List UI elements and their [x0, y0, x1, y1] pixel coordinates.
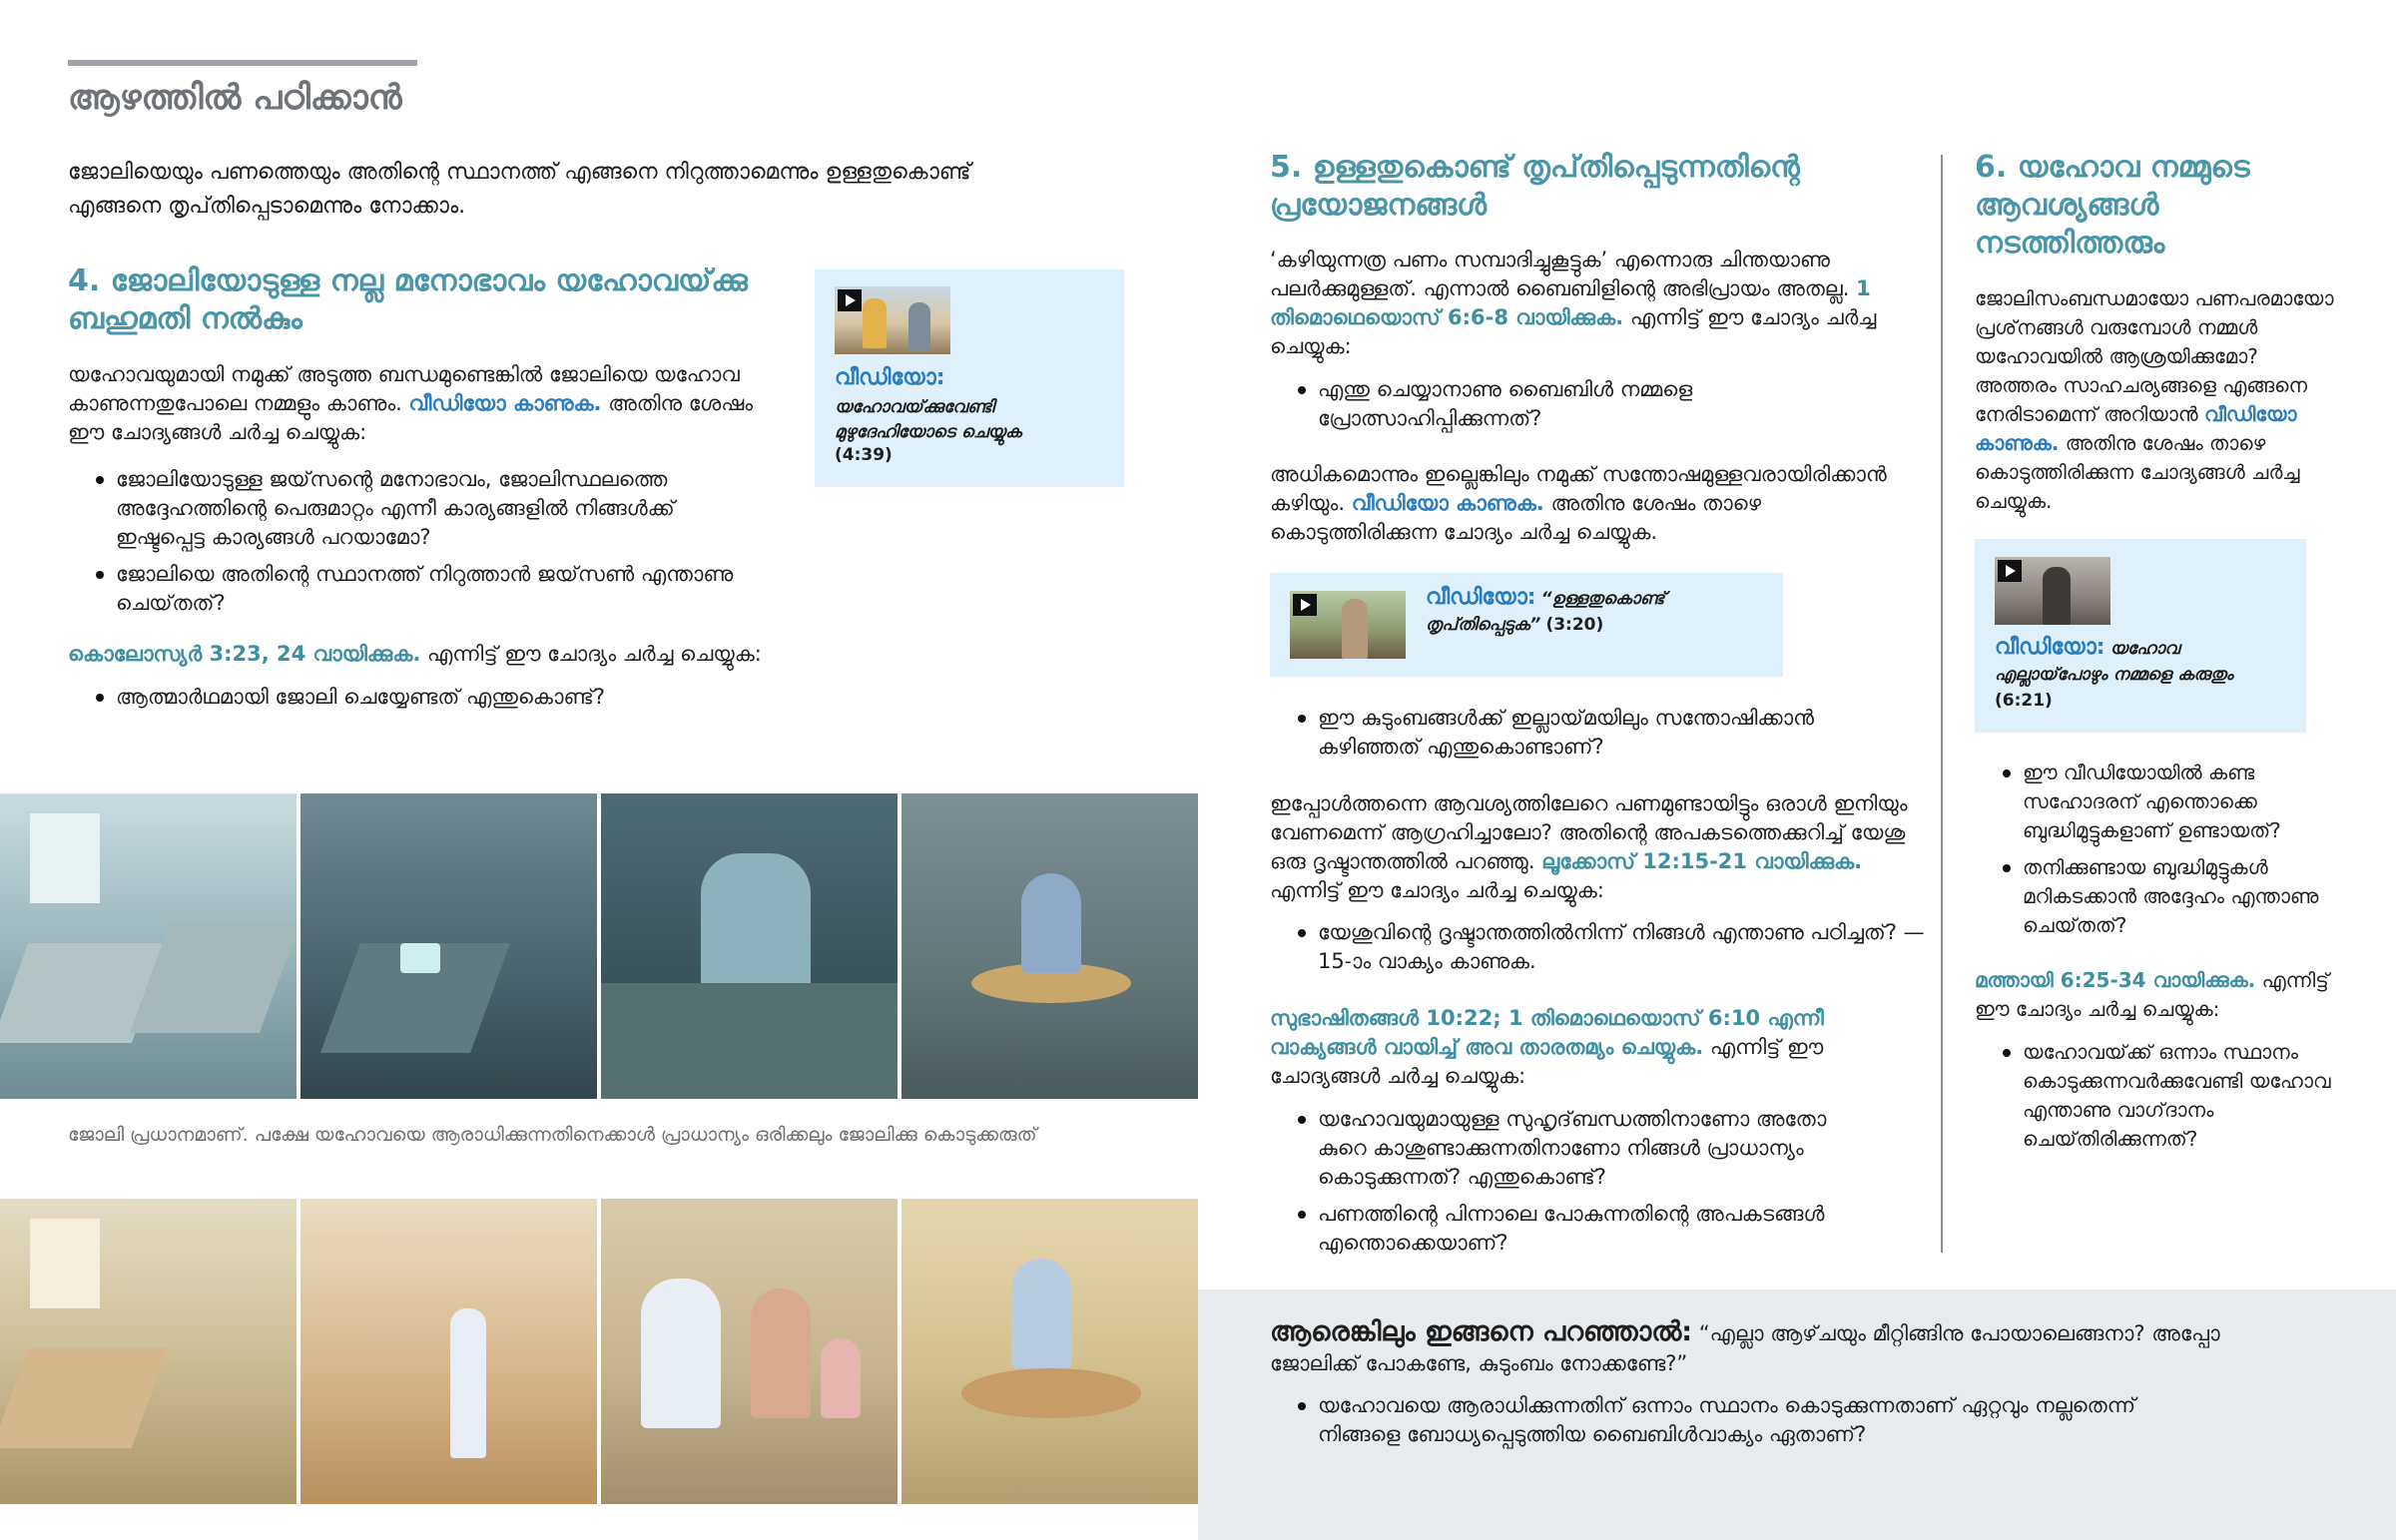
- list-item: ജോലിയോടുള്ള ജയ്‌സന്റെ മനോഭാവം, ജോലിസ്ഥലത്തെ അദ്ദേഹത്തിന്റെ പെരുമാറ്റം എന്നീ കാര്യങ്ങളിൽ നിങ്ങൾക്ക് ഇഷ്ടപ്പെട്ട കാര്യങ്ങൾ പറയാമോ?: [68, 465, 767, 552]
- section-4-questions: [68, 465, 767, 626]
- list-item: യഹോവയെ ആരാധിക്കുന്നതിന് ഒന്നാം സ്ഥാനം കൊടുക്കുന്നതാണ് ഏറ്റവും നല്ലതെന്ന് നിങ്ങളെ ബോധ്യപ്പെടുത്തിയ ബൈബിൾവാക്യം ഏതാണ്?: [1270, 1391, 2168, 1449]
- video-thumbnail[interactable]: [1290, 591, 1406, 659]
- play-icon[interactable]: [1998, 560, 2022, 582]
- video-title[interactable]: “ഉള്ളതുകൊണ്ട് തൃപ്‌തിപ്പെടുക”: [1426, 589, 1665, 635]
- section-5-paragraph-3: ഇപ്പോൾത്തന്നെ ആവശ്യത്തിലേറെ പണമുണ്ടായിട്ടും ഒരാൾ ഇനിയും വേണമെന്ന് ആഗ്രഹിച്ചാലോ? അതിന്റെ അപകടത്തെക്കുറിച്ച് യേശു ഒരു ദൃഷ്ടാന്തത്തിൽ പറഞ്ഞു. ലൂക്കോസ്‌ 12:15-21 വായിക്കുക. എന്നിട്ട് ഈ ചോദ്യം ചർച്ച ചെയ്യുക:: [1270, 791, 1908, 902]
- video-thumbnail[interactable]: [835, 286, 950, 354]
- list-item: ജോലിയെ അതിന്റെ സ്ഥാനത്ത് നിറുത്താൻ ജയ്‌സൺ എന്താണു ചെയ്‌തത്?: [68, 560, 767, 618]
- video-duration: (3:20): [1545, 615, 1604, 635]
- section-5-questions-3: [1270, 918, 1929, 984]
- section-5-questions-4: [1270, 1105, 1869, 1266]
- illustration-panel-office-day: [0, 793, 297, 1099]
- scripture-link[interactable]: ലൂക്കോസ്‌ 12:15-21 വായിക്കുക.: [1541, 849, 1863, 873]
- play-icon[interactable]: [1293, 594, 1317, 616]
- header-rule: [68, 60, 417, 66]
- video-label: വീഡിയോ:: [1995, 635, 2105, 660]
- list-item: പണത്തിന്റെ പിന്നാലെ പോകുന്നതിന്റെ അപകടങ്ങൾ എന്തൊക്കെയാണ്?: [1270, 1200, 1869, 1258]
- section-6-heading: 6. യഹോവ നമ്മുടെ ആവശ്യങ്ങൾ നടത്തിത്തരും: [1975, 150, 2250, 260]
- video-box-section-5[interactable]: [1270, 573, 1783, 677]
- video-title[interactable]: യഹോവ എല്ലായ്‌പോഴും നമ്മളെ കരുതും: [1995, 639, 2233, 685]
- section-5-paragraph-4: സുഭാഷിതങ്ങൾ 10:22; 1 തിമൊഥെയൊസ്‌ 6:10 എന്നീ വാക്യങ്ങൾ വായിച്ച് അവ താരതമ്യം ചെയ്യുക. എന്നിട്ട് ഈ ചോദ്യങ്ങൾ ചർച്ച ചെയ്യുക:: [1270, 1006, 1824, 1088]
- scripture-link[interactable]: കൊലോസ്യർ 3:23, 24 വായിക്കുക.: [68, 642, 421, 666]
- callout-heading: ആരെങ്കിലും ഇങ്ങനെ പറഞ്ഞാൽ:: [1270, 1316, 1693, 1347]
- watch-video-link[interactable]: വീഡിയോ കാണുക.: [1975, 402, 2297, 455]
- list-item: എന്തു ചെയ്യാനാണു ബൈബിൾ നമ്മളെ പ്രോത്സാഹിപ്പിക്കുന്നത്?: [1270, 375, 1869, 433]
- video-box-section-6[interactable]: [1975, 539, 2306, 733]
- person-figure: [1342, 599, 1368, 659]
- section-5-questions-2: [1270, 704, 1869, 770]
- illustration-row-work-priority: [0, 793, 1198, 1099]
- video-label: വീഡിയോ:: [835, 365, 945, 390]
- video-title[interactable]: യഹോവയ്‌ക്കുവേണ്ടി മുഴുദേഹിയോടെ ചെയ്യുക: [835, 397, 1022, 442]
- watch-video-link[interactable]: വീഡിയോ കാണുക.: [1351, 491, 1544, 515]
- section-5-paragraph-1: ‘കഴിയുന്നത്ര പണം സമ്പാദിച്ചുകൂട്ടുക’ എന്നൊരു ചിന്തയാണു പലർക്കുമുള്ളത്. എന്നാൽ ബൈബിളിന്റെ അഭിപ്രായം അതല്ല. 1 തിമൊഥെയൊസ്‌ 6:6-8 വായിക്കുക. എന്നിട്ട് ഈ ചോദ്യം ചർച്ച ചെയ്യുക:: [1270, 248, 1877, 358]
- intro-paragraph: ജോലിയെയും പണത്തെയും അതിന്റെ സ്ഥാനത്ത് എങ്ങനെ നിറുത്താമെന്നും ഉള്ളതുകൊണ്ട് എങ്ങനെ തൃപ്‌തിപ്പെടാമെന്നും നോക്കാം.: [68, 160, 971, 219]
- someone-says-callout: [1198, 1289, 2396, 1540]
- list-item: യഹോവയ്‌ക്ക് ഒന്നാം സ്ഥാനം കൊടുക്കുന്നവർക്കുവേണ്ടി യഹോവ എന്താണു വാഗ്‌ദാനം ചെയ്‌തിരിക്കുന്നത്?: [1975, 1038, 2334, 1154]
- section-4-questions-2: [68, 683, 767, 720]
- illustration-panel-office-evening: [300, 793, 597, 1099]
- list-item: ഈ കുടുംബങ്ങൾക്ക് ഇല്ലായ്‌മയിലും സന്തോഷിക്കാൻ കഴിഞ്ഞത് എന്തുകൊണ്ടാണ്?: [1270, 704, 1869, 762]
- list-item: തനിക്കുണ്ടായ ബുദ്ധിമുട്ടുകൾ മറികടക്കാൻ അദ്ദേഹം എന്താണു ചെയ്‌തത്?: [1975, 853, 2334, 940]
- list-item: യേശുവിന്റെ ദൃഷ്ടാന്തത്തിൽനിന്ന് നിങ്ങൾ എന്താണു പഠിച്ചത്? —15-ാം വാക്യം കാണുക.: [1270, 918, 1929, 976]
- list-item: ആത്മാർഥമായി ജോലി ചെയ്യേണ്ടത് എന്തുകൊണ്ട്?: [68, 683, 767, 712]
- list-item: ഈ വീഡിയോയിൽ കണ്ട സഹോദരന് എന്തൊക്കെ ബുദ്ധിമുട്ടുകളാണ് ഉണ്ടായത്?: [1975, 759, 2334, 845]
- section-4-paragraph: യഹോവയുമായി നമുക്ക് അടുത്ത ബന്ധമുണ്ടെങ്കിൽ ജോലിയെ യഹോവ കാണുന്നതുപോലെ നമ്മളും കാണും. വീഡിയോ കാണുക. അതിനു ശേഷം ഈ ചോദ്യങ്ങൾ ചർച്ച ചെയ്യുക:: [68, 362, 754, 444]
- section-6-paragraph-2: മത്തായി 6:25-34 വായിക്കുക. എന്നിട്ട് ഈ ചോദ്യം ചർച്ച ചെയ്യുക:: [1975, 968, 2329, 1021]
- illustration-panel-office-day-warm: [0, 1199, 297, 1504]
- section-6-paragraph-1: ജോലിസംബന്ധമായോ പണപരമായോ പ്രശ്‌നങ്ങൾ വരുമ്പോൾ നമ്മൾ യഹോവയിൽ ആശ്രയിക്കുമോ? അത്തരം സാഹചര്യങ്ങളെ എങ്ങനെ നേരിടാമെന്ന് അറിയാൻ വീഡിയോ കാണുക. അതിനു ശേഷം താഴെ കൊടുത്തിരിക്കുന്ന ചോദ്യങ്ങൾ ചർച്ച ചെയ്യുക.: [1975, 286, 2334, 513]
- callout-questions: [1270, 1391, 2168, 1457]
- illustration-panel-leaving-work: [300, 1199, 597, 1504]
- worker-figure: [908, 302, 930, 350]
- callout-quote: “എല്ലാ ആഴ്‌ചയും മീറ്റിങ്ങിനു പോയാലെങ്ങനാ? അപ്പോ ജോലിക്ക് പോകണ്ടേ, കുടുംബം നോക്കണ്ടേ?”: [1270, 1321, 2220, 1375]
- illustration-caption: ജോലി പ്രധാനമാണ്. പക്ഷേ യഹോവയെ ആരാധിക്കുന്നതിനെക്കാൾ പ്രാധാന്യം ഒരിക്കലും ജോലിക്കു കൊടുക്കരുത്: [68, 1124, 1037, 1146]
- video-duration: (4:39): [835, 445, 893, 465]
- section-5-questions-1: [1270, 375, 1869, 441]
- video-label: വീഡിയോ:: [1426, 585, 1536, 610]
- video-duration: (6:21): [1995, 691, 2053, 711]
- illustration-panel-family-living-room: [601, 1199, 898, 1504]
- column-divider: [1941, 155, 1943, 1253]
- section-5-paragraph-2: അധികമൊന്നും ഇല്ലെങ്കിലും നമുക്ക് സന്തോഷമുള്ളവരായിരിക്കാൻ കഴിയും. വീഡിയോ കാണുക. അതിനു ശേഷം താഴെ കൊടുത്തിരിക്കുന്ന ചോദ്യം ചർച്ച ചെയ്യുക.: [1270, 462, 1887, 544]
- illustration-panel-working-late: [601, 793, 898, 1099]
- scripture-link[interactable]: 1 തിമൊഥെയൊസ്‌ 6:6-8 വായിക്കുക.: [1270, 276, 1871, 329]
- section-6-questions-1: [1975, 759, 2334, 948]
- video-thumbnail[interactable]: [1995, 557, 2110, 625]
- section-5-heading: 5. ഉള്ളതുകൊണ്ട് തൃപ്‌തിപ്പെടുന്നതിന്റെ പ്രയോജനങ്ങൾ: [1270, 150, 1800, 223]
- video-box-section-4[interactable]: [815, 269, 1124, 487]
- section-4-scripture-line: കൊലോസ്യർ 3:23, 24 വായിക്കുക. എന്നിട്ട് ഈ ചോദ്യം ചർച്ച ചെയ്യുക:: [68, 642, 762, 666]
- list-item: യഹോവയുമായുള്ള സുഹൃദ്‌ബന്ധത്തിനാണോ അതോ കുറെ കാശുണ്ടാക്കുന്നതിനാണോ നിങ്ങൾ പ്രാധാന്യം കൊടുക്കുന്നത്? എന്തുകൊണ്ട്?: [1270, 1105, 1869, 1192]
- illustration-panel-family-dinner: [901, 1199, 1198, 1504]
- worker-figure: [863, 298, 887, 348]
- watch-video-link[interactable]: വീഡിയോ കാണുക.: [408, 391, 602, 415]
- person-figure: [2043, 567, 2071, 625]
- illustration-panel-home-alone: [901, 793, 1198, 1099]
- play-icon[interactable]: [838, 289, 862, 311]
- illustration-row-family-priority: [0, 1199, 1198, 1504]
- page-title: ആഴത്തിൽ പഠിക്കാൻ: [68, 78, 402, 118]
- scripture-link[interactable]: മത്തായി 6:25-34 വായിക്കുക.: [1975, 968, 2256, 992]
- section-4-heading: 4. ജോലിയോടുള്ള നല്ല മനോഭാവം യഹോവയ്‌ക്കു ബഹുമതി നൽകും: [68, 263, 748, 336]
- section-6-questions-2: [1975, 1038, 2334, 1162]
- scripture-link[interactable]: സുഭാഷിതങ്ങൾ 10:22; 1 തിമൊഥെയൊസ്‌ 6:10 എന്നീ വാക്യങ്ങൾ വായിച്ച് അവ താരതമ്യം ചെയ്യുക.: [1270, 1006, 1824, 1059]
